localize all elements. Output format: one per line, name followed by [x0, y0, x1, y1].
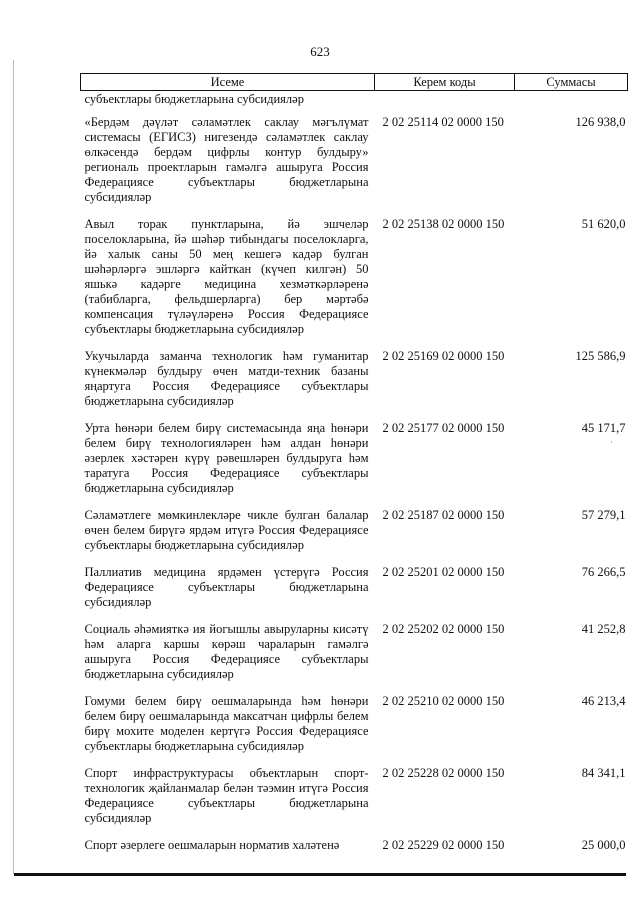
table-row	[81, 344, 628, 416]
header-name: Исеме	[81, 74, 375, 91]
row-code: 2 02 25114 02 0000 150	[382, 115, 504, 129]
row-name: Укучыларда заманча технологик һәм гуманитар күнекмәләр булдыру өчен матди-техник базаны яңартуга Россия Федерациясе субъектлары бюджетларына субсидияләр	[84, 349, 369, 408]
row-sum: 76 266,5	[581, 565, 626, 579]
row-name: Социаль әһәмияткә ия йогышлы авыруларны кисәтү һәм аларга каршы көрәш чараларын гамәлгә ашыруга Россия Федерациясе субъектлары бюджетларына субсидияләр	[84, 622, 369, 681]
continuation-row	[81, 91, 628, 111]
row-code: 2 02 25169 02 0000 150	[382, 349, 505, 363]
row-code: 2 02 25138 02 0000 150	[382, 217, 505, 231]
page-number: 623	[310, 44, 330, 59]
table-row	[81, 110, 628, 212]
header-sum: Суммасы	[515, 74, 628, 91]
header-code: Керем коды	[375, 74, 515, 91]
row-code: 2 02 25229 02 0000 150	[382, 838, 505, 852]
row-code: 2 02 25177 02 0000 150	[382, 421, 505, 435]
table-row	[81, 560, 628, 617]
table-row	[81, 416, 628, 503]
scan-speck	[611, 441, 612, 443]
empty-cell	[515, 91, 628, 111]
table-header	[81, 74, 628, 91]
row-name: Гомуми белем бирү оешмаларында һәм һөнәри белем бирү оешмаларында максатчан цифрлы белем бирү мохите моделен кертүгә Россия Федерациясе субъектлары бюджетларына субсидияләр	[84, 694, 369, 753]
table-row	[81, 833, 628, 860]
budget-table	[80, 73, 628, 860]
table-body	[81, 91, 628, 861]
table-row	[81, 212, 628, 344]
row-sum: 84 341,1	[581, 766, 626, 780]
row-name: Урта һөнәри белем бирү системасында яңа һөнәри белем бирү технологияләрен һәм алдан һөнәри әзерлек хәстәрен күрү рәвешләрен булдыруга һәм таратуга Россия Федерациясе субъектлары бюджетларына субсидияләр	[84, 421, 369, 495]
budget-table-container	[80, 73, 627, 860]
row-sum: 51 620,0	[581, 217, 626, 231]
row-sum: 45 171,7	[581, 421, 626, 435]
row-name: «Бердәм дәүләт сәламәтлек саклау мәгълүмат системасы (ЕГИСЗ) нигезендә сәламәтлек саклау өлкәсендә бердәм цифрлы контур булдыру» региональ проектларын гамәлгә ашыруга Россия Федерациясе субъектлары бюджетларына субсидияләр	[84, 115, 369, 204]
row-name: Спорт инфраструктурасы объектларын спорт-технологик җайланмалар белән тәэмин итүгә Россия Федерациясе субъектлары бюджетларына субсидияләр	[84, 766, 369, 825]
empty-cell	[375, 91, 515, 111]
row-code: 2 02 25187 02 0000 150	[382, 508, 505, 522]
row-code: 2 02 25201 02 0000 150	[382, 565, 505, 579]
table-row	[81, 689, 628, 761]
row-name: Паллиатив медицина ярдәмен үстерүгә Россия Федерациясе субъектлары бюджетларына субсидияләр	[84, 565, 369, 609]
continuation-text: субъектлары бюджетларына субсидияләр	[84, 92, 304, 106]
table-row	[81, 761, 628, 833]
row-name: Авыл торак пунктларына, йә эшчеләр поселокларына, йә шәһәр тибындагы поселокларга, йә халык саны 50 мең кешегә кадәр булган шәһәрләргә эшләргә кайткан (күчеп килгән) 50 яшькә кадәрге медицина хезмәткәрләренә (табибларга, фельдшерларга) бер мәртәбә компенсация түләүләренә Россия Федерациясе субъектлары бюджетларына субсидияләр	[84, 217, 369, 336]
scan-bottom-border	[14, 873, 626, 876]
table-row	[81, 617, 628, 689]
row-name: Спорт әзерлеге оешмаларын норматив халәтенә	[84, 838, 340, 852]
row-sum: 57 279,1	[581, 508, 626, 522]
header-row	[81, 74, 628, 91]
row-code: 2 02 25210 02 0000 150	[382, 694, 505, 708]
scan-left-edge	[13, 60, 14, 874]
row-code: 2 02 25202 02 0000 150	[382, 622, 505, 636]
row-sum: 46 213,4	[581, 694, 626, 708]
row-sum: 41 252,8	[581, 622, 626, 636]
row-name: Сәламәтлеге мөмкинлекләре чикле булган балалар өчен белем бирүгә ярдәм итүгә Россия Федерациясе субъектлары бюджетларына субсидияләр	[84, 508, 369, 552]
row-sum: 25 000,0	[581, 838, 626, 852]
table-row	[81, 503, 628, 560]
row-sum: 125 586,9	[575, 349, 626, 363]
row-sum: 126 938,0	[575, 115, 626, 129]
row-code: 2 02 25228 02 0000 150	[382, 766, 505, 780]
